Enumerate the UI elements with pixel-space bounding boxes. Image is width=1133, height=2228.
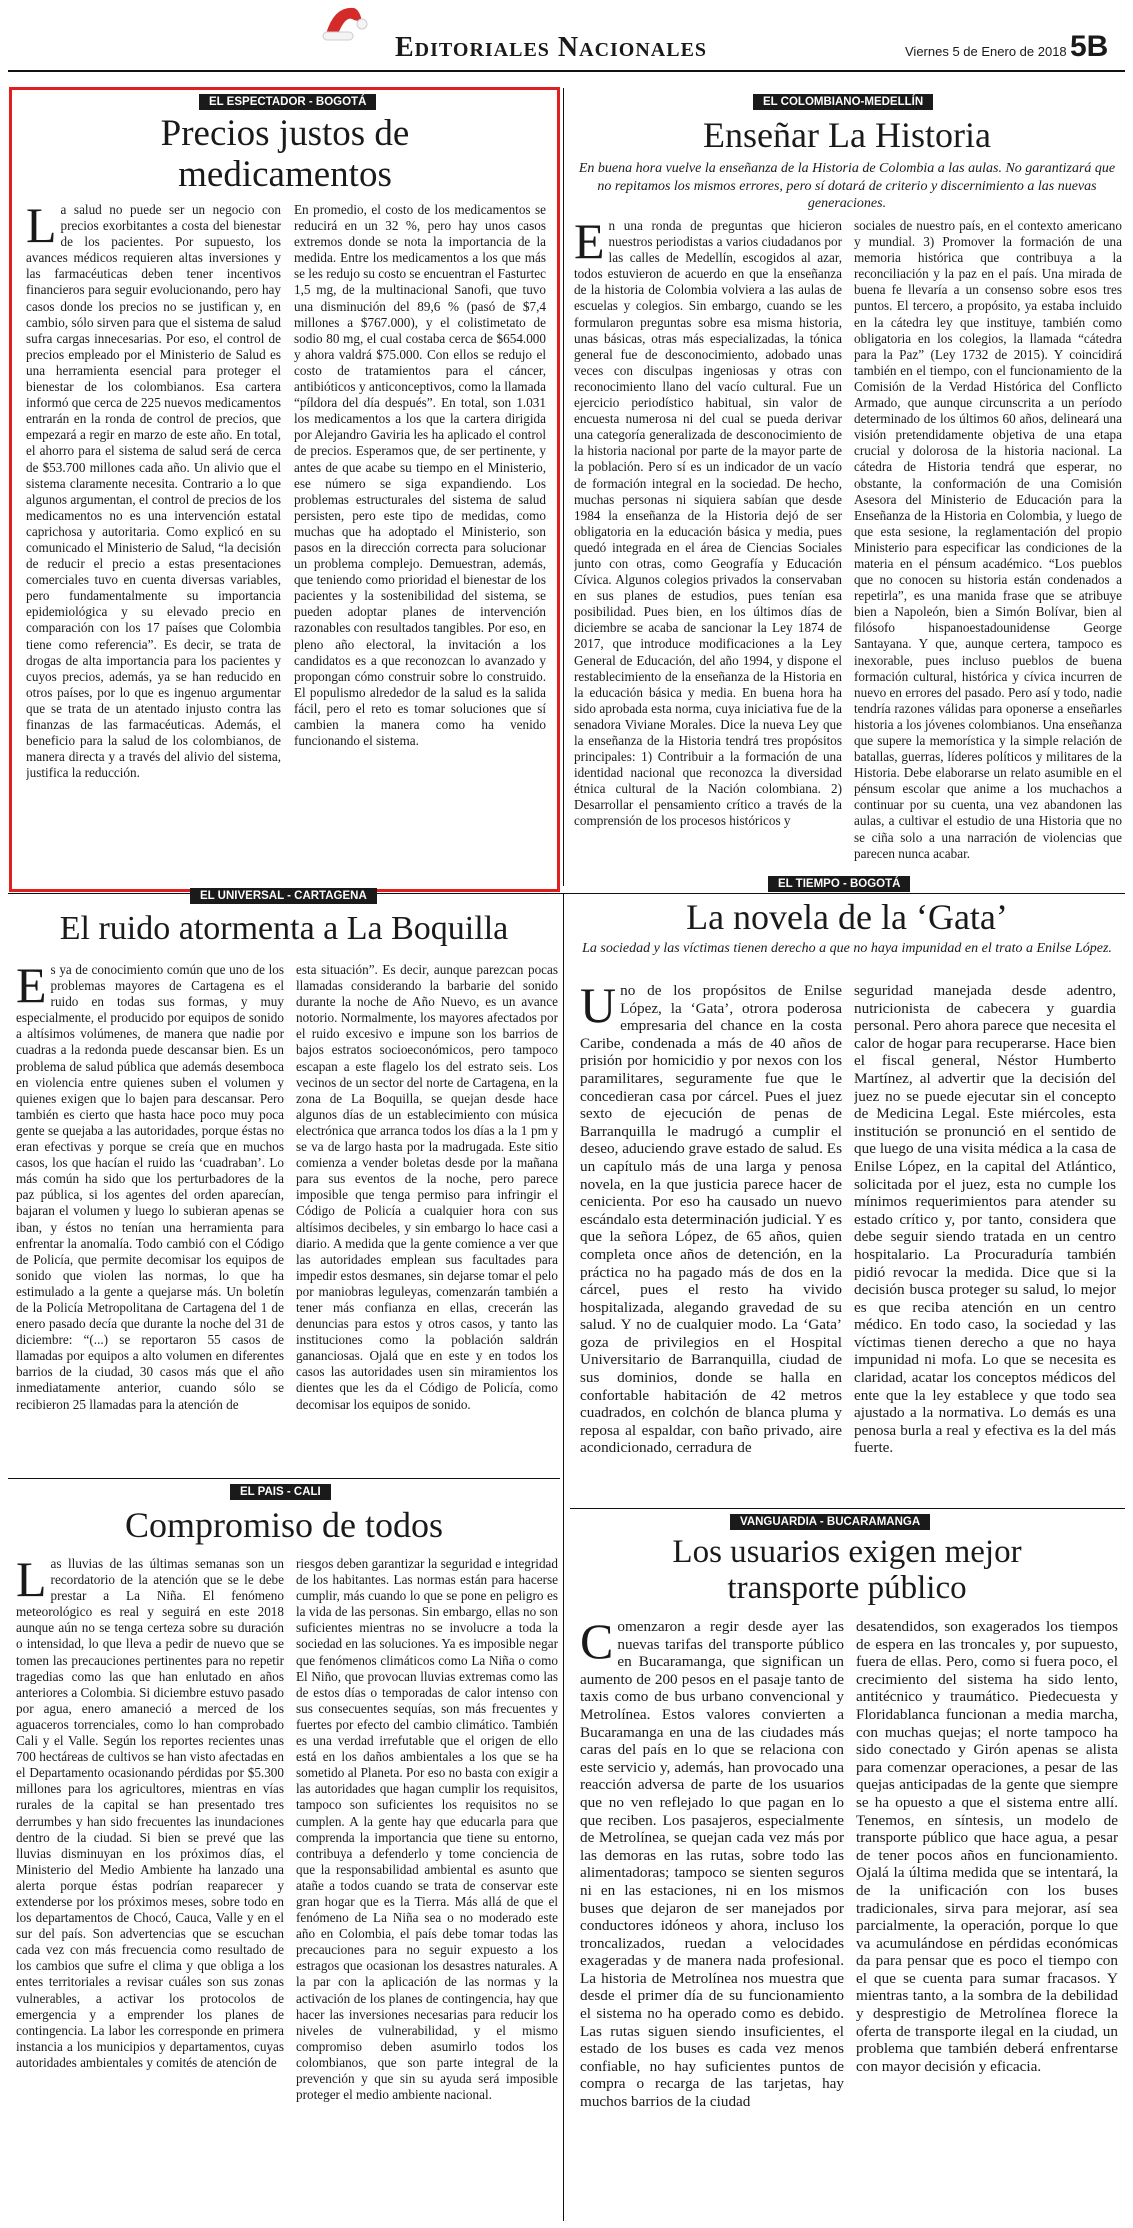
issue-date: Viernes 5 de Enero de 2018 xyxy=(905,44,1067,59)
article-column-1: Comenzaron a regir desde ayer las nuevas tarifas del transporte público en Bucaramanga, que significan un aumento de 200 pesos en el pasaje tanto de taxis como de bus urbano convencional y Metrolínea. Estos valores convierten a Bucaramanga en una de las ciudades más caras del país en lo que se relaciona con este servicio y, además, han provocado una reacción adversa de parte de los usuarios que no ven reflejado lo que pagan en lo que reciben. Los pasajeros, especialmente de Metrolínea, se quejan cada vez más por las demoras en las rutas, sobre todo las alimentadoras; tampoco se sienten seguros ni en las estaciones, ni en los mismos buses que dejaron de ser manejados por conductores idóneos y ahora, incluso los troncalizados, ruedan a velocidades exageradas y de manera nada profesional. La historia de Metrolínea nos muestra que desde el primer día de su funcionamiento el sistema no ha operado como es debido. Las rutas siguen siendo insuficientes, el estado de los buses es cada vez menos confiable, no hay suficientes puntos de compra o recarga de las tarjetas, hay muchos barrios de la ciudad xyxy=(580,1618,844,2111)
source-tag: EL ESPECTADOR - BOGOTÁ xyxy=(199,94,376,110)
article-tiempo xyxy=(570,870,1124,1500)
article-column-1: Es ya de conocimiento común que uno de los problemas mayores de Cartagena es el ruido en todas sus formas, y muy especialmente, el producido por equipos de sonido a altísimos volúmenes, de manera que nadie por cuadras a la redonda puede descansar bien. Es un problema de salud pública que además desemboca en violencia entre quienes suben el volumen y quienes exigen que lo bajen para descansar. Pero también es cierto que hasta hace poco muy poca gente se quejaba a las autoridades, porque éstas no eran efectivas y porque se creía que en muchos casos, los que hacían el ruido las ‘cuadraban’. Lo más común ha sido que los perturbadores de la paz pública, si los agentes del orden aparecían, bajaran el volumen y luego lo subieran apenas se iban, y éstos no tenían una herramienta para enfrentar la anomalía. Todo cambió con el Código de Policía, que permite decomisar los equipos de sonido que violen las normas, lo que ha estimulado a la gente a quejarse más. Un boletín de la Policía Metropolitana de Cartagena del 1 de enero pasado decía que durante la noche del 31 de diciembre: “(...) se reportaron 55 casos de llamadas por equipos a alto volumen en diferentes barrios de la ciudad, 30 casos más que el año inmediatamente anterior, cuando sólo se recibieron 25 llamadas para la atención de xyxy=(16,962,284,1412)
article-pais xyxy=(8,1478,560,2222)
header-rule xyxy=(8,70,1125,72)
article-title: El ruido atormenta a La Boquilla xyxy=(59,910,509,947)
article-column-1: En una ronda de preguntas que hicieron nuestros periodistas a varios ciudadanos por las calles de Medellín, escogidos al azar, todos estuvieron de acuerdo en que la enseñanza de la historia de Colombia volviera a las aulas de escuelas y colegios. Sin embargo, cuando se les formularon preguntas sobre esa misma historia, unas básicas, otras más especializadas, la tónica general fue de desconocimiento, adobado unas veces con disculpas ingeniosas y otras con reconocimiento llano del vacío cultural. Fue un ejercicio periodístico habitual, sin valor de encuesta numerosa ni del cual se pueda derivar una categoría generalizada de desconocimiento de la historia nacional por parte de la mayor parte de la población. Pero sí es un indicador de un vacío de formación integral en la sociedad. De hecho, muchas personas ni siquiera sabían que desde 1984 la enseñanza de la Historia dejó de ser obligatoria en la educación básica y media, pues quedó integrada en el área de Ciencias Sociales junto con otras, como Geografía y Educación Cívica. Algunos colegios privados la conservaban en sus planes de estudios, pues tenían esa posibilidad. Pues bien, en los últimos días de diciembre se acaba de sancionar la Ley 1874 de 2017, que introduce modificaciones a la Ley General de Educación, del año 1994, y dispone el restablecimiento de la enseñanza de la Historia en la educación básica y media. En buena hora ha sido aprobada esta norma, cuya iniciativa fue de la senadora Viviane Morales. Dice la nueva Ley que la enseñanza de la Historia tendrá tres propósitos principales: 1) Contribuir a la formación de una identidad nacional que reconozca la diversidad étnica cultural de la Nación colombiana. 2) Desarrollar el pensamiento crítico a través de la comprensión de los procesos históricos y xyxy=(574,218,842,829)
article-subtitle: La sociedad y las víctimas tienen derecho a que no haya impunidad en el trato a Enilse López. xyxy=(582,941,1112,956)
article-vanguardia xyxy=(570,1508,1124,2222)
article-column-2: En promedio, el costo de los medicamentos se reducirá en un 32 %, pero hay unos casos extremos donde se nota la importancia de la medida. Entre los medicamentos a los que más se les redujo su costo se encuentran el Fasturtec 1,5 mg, de la multinacional Sanofi, que tuvo una disminución del 89,6 % (pasó de $7,4 millones a $767.000), y el colistimetato de sodio 80 mg, el cual costaba cerca de $654.000 y ahora valdrá $75.000. Con ellos se redujo el costo de tratamientos para el cáncer, antibióticos y anticonceptivos, como la llamada “píldora del día después”. En total, son 1.031 los medicamentos a los que la cartera dirigida por Alejandro Gaviria les ha aplicado el control de precios. Esperamos que, de ser pertinente, y antes de que acabe su tiempo en el Ministerio, ese número se siga expandiendo. Los problemas estructurales del sistema de salud persisten, pero este tipo de medidas, como muchas que ha adoptado el Ministerio, son pasos en la dirección correcta para solucionar un problema complejo. Demuestran, además, que teniendo como prioridad el bienestar de los pacientes y la sostenibilidad del sistema, se pueden adoptar planes de intervención razonables con resultados tangibles. Por eso, en pleno año electoral, la invitación a los candidatos es a que reconozcan lo avanzado y propongan cómo construir sobre lo construido. El populismo alrededor de la salud es la salida fácil, pero el reto es tomar soluciones que sí cambien la manera como ha venido funcionando el sistema. xyxy=(294,202,546,749)
article-universal xyxy=(8,880,560,1478)
article-colombiano xyxy=(570,88,1124,886)
santa-hat-icon xyxy=(320,0,368,44)
column-divider xyxy=(563,88,564,886)
article-title: Los usuarios exigen mejor transporte público xyxy=(672,1534,1022,1607)
article-subtitle: En buena hora vuelve la enseñanza de la Historia de Colombia a las aulas. No garantizará que no repitamos los mismos errores, pero sí dotará de criterio y discernimiento a las nuevas generaciones. xyxy=(578,161,1116,211)
article-column-2: seguridad manejada desde adentro, nutricionista de cabecera y guardia personal. Pero ahora parece que necesita el calor de hogar para recuperarse. Hace bien el fiscal general, Néstor Humberto Martínez, al advertir que la decisión del juez no se puede ejecutar sin el concepto de Medicina Legal. Este miércoles, esta institución se pronunció en el sentido de que luego de una visita médica a la casa de Enilse López, en la capital del Atlántico, solicitada por el juez, esta no cumple los mínimos requerimientos para atender su estado crítico y, por tanto, considera que debe seguir siendo tratada en un centro hospitalario. La Procuraduría también pidió revocar la medida. Dice que si la decisión busca proteger su salud, lo mejor es que reciba atención en un centro médico. En todo caso, la sociedad y las víctimas tienen derecho a que no haya impunidad ni mofa. Lo que se necesita es claridad, acatar los conceptos médicos del ente que la ley establece y que todo sea ajustado a la normativa. Lo demás es una penosa burla a real y efectiva es la del más fuerte. xyxy=(854,982,1116,1457)
article-column-2: riesgos deben garantizar la seguridad e integridad de los habitantes. Las normas están para hacerse cumplir, más cuando lo que se pone en peligro es la vida de las personas. Sin embargo, ellas no son suficientes mientras no se involucre a toda la sociedad en las soluciones. Ya es imposible negar que fenómenos climáticos como La Niña o como El Niño, que provocan lluvias extremas como las de estos días o temporadas de calor intenso con sus consecuentes sequías, son más frecuentes y fuertes por efecto del cambio climático. También es una verdad irrefutable que el origen de ello está en los daños ambientales a los que se ha sometido al Planeta. Por eso no basta con exigir a las autoridades que hagan cumplir los requisitos, tampoco son suficientes los requisitos no se cumplen. A la gente hay que educarla para que comprenda la importancia que tiene su entorno, contribuya a defenderlo y tome conciencia de que la responsabilidad ambiental es asunto que atañe a todos cuando se trata de conservar este gran hogar que es la Tierra. Más allá de que el fenómeno de La Niña sea o no moderado este año en Colombia, el país debe tomar todas las precauciones para no seguir expuesto a los estragos que ocasionan los desastres naturales. A la par con la aplicación de las normas y la activación de los planes de contingencia, hay que hacer las inversiones necesarias para reducir los niveles de vulnerabilidad, y el mismo compromiso deben asumirlo todos los colombianos, que son parte integral de la prevención y que sin su ayuda será imposible proteger el medio ambiente nacional. xyxy=(296,1556,558,2103)
column-divider xyxy=(563,893,564,2221)
article-title: Compromiso de todos xyxy=(124,1505,443,1545)
source-tag: EL UNIVERSAL - CARTAGENA xyxy=(190,888,377,904)
article-column-2: desatendidos, son exagerados los tiempos de espera en las troncales y, por supuesto, fuera de ellas. Pero, como si fuera poco, el crecimiento del sistema ha sido lento, antitécnico y traumático. Piedecuesta y Floridablanca funcionan a media marcha, con muchas quejas; el norte tampoco ha sido conectado y Girón apenas se alista para comenzar operaciones, a pesar de las quejas anticipadas de la gente que siempre se ha opuesto a que el sistema entre allí. Tenemos, en síntesis, un modelo de transporte público que hace agua, a pesar de tener pocos años en funcionamiento. Ojalá la última medida que se intentará, la de la unificación con los buses tradicionales, sirva para mejorar, así sea parcialmente, la operación, porque lo que va acumulándose en pérdidas económicas da para pensar que es poco el tiempo con el que se cuenta para sumar fracasos. Y mientras tanto, a la sombra de la debilidad y desprestigio de Metrolínea florece la oferta de transporte ilegal en la ciudad, un problema que también deberá enfrentarse con mayor decisión y eficacia. xyxy=(856,1618,1118,2075)
page-number: 5B xyxy=(1070,30,1109,63)
section-title: Editoriales Nacionales xyxy=(395,32,708,63)
source-tag: VANGUARDIA - BUCARAMANGA xyxy=(730,1514,930,1530)
article-espectador xyxy=(14,90,556,886)
source-tag: EL COLOMBIANO-MEDELLÍN xyxy=(753,94,933,110)
article-title: La novela de la ‘Gata’ xyxy=(686,897,1008,937)
article-column-1: Las lluvias de las últimas semanas son un recordatorio de la atención que se le debe prestar a La Niña. El fenómeno meteorológico es real y seguirá en este 2018 aunque aún no se tenga certeza sobre su duración o intensidad, lo que lleva a pedir de nuevo que se tomen las precauciones pertinentes para no repetir tragedias como las que han enlutado en años anteriores a Colombia. Si diciembre estuvo pasado por agua, enero amaneció a merced de los aguaceros torrenciales, como lo han comprobado Cali y el Valle. Según los reportes recientes unas 700 hectáreas de cultivos se han visto afectadas en el Departamento ocasionando pérdidas por $5.300 millones para los agricultores, mientras en vías rurales de la capital se han presentado tres derrumbes y han sido frecuentes las inundaciones dentro de la ciudad. Si bien se prevé que las lluvias disminuyan en los próximos días, el Ministerio del Medio Ambiente ha lanzado una alerta porque éstas podrían reaparecer y extenderse por los próximos meses, sobre todo en los departamentos de Chocó, Cauca, Valle y en el sur del país. Son advertencias que se escuchan cada vez con más frecuencia como resultado de los cambios que sufre el clima y que obliga a los entes territoriales a revisar cuáles son sus zonas vulnerables, a activar los protocolos de emergencia y a emprender los planes de contingencia. La labor les corresponde en primera instancia a los municipios y departamentos, cuyas autoridades ambientales y comités de atención de xyxy=(16,1556,284,2070)
source-tag: EL TIEMPO - BOGOTÁ xyxy=(768,876,910,892)
article-title: Precios justos de medicamentos xyxy=(160,113,410,195)
article-title: Enseñar La Historia xyxy=(703,115,991,155)
article-column-2: sociales de nuestro país, en el contexto americano y mundial. 3) Promover la formación de una memoria histórica que contribuya a la reconciliación y la paz en el país. Una mirada de buena fe llevaría a un consenso sobre esos tres puntos. El tercero, a propósito, ya estaba incluido en la cátedra ley que instituye, también como obligatoria en los colegios, la llamada “cátedra para la Paz” (Ley 1732 de 2015). Y coincidirá también en el tiempo, con el funcionamiento de la Comisión de la Verdad Histórica del Conflicto Armado, que aunque circunscrita a un período determinado de los últimos 60 años, delineará una visión pretendidamente objetiva de una etapa crucial y dolorosa de la historia nacional. La cátedra de Historia tendrá que esperar, no obstante, la conformación de una Comisión Asesora del Ministerio de Educación para la Enseñanza de la Historia en Colombia, y luego de que esta sesione, la reglamentación del propio Ministerio para especificar las condiciones de la materia en el pénsum académico. “Los pueblos que no conocen su historia están condenados a repetirla”, es una manida frase que se atribuye bien a Napoleón, bien a Simón Bolívar, bien al filósofo hispanoestadounidense George Santayana. Y que, aunque certera, tampoco es inexorable, pues incluso pueblos de buena formación cultural, histórica y cívica incurren de nuevo en errores del pasado. Pero así y todo, nadie tendría razones válidas para oponerse a enseñarles historia a los jóvenes colombianos. Una enseñanza que supere la memorística y la simple relación de batallas, guerras, líderes políticos y militares de la Historia. Debe elaborarse un relato asumible en el pénsum escolar que anime a los muchachos a continuar por su cuenta, una vez abandonen las aulas, a cultivar el estudio de una Historia que no se ciña solo a una narración de violencias que parecen nunca acabar. xyxy=(854,218,1122,861)
article-column-1: La salud no puede ser un negocio con precios exorbitantes a costa del bienestar de los pacientes. Por supuesto, los avances médicos requieren altas inversiones y las farmacéuticas deben tener incentivos financieros para seguir evolucionando, pero hay casos donde los precios no se justifican y, en cambio, sólo sirven para que el sistema de salud sufra cargas innecesarias. Por eso, el control de precios empleado por el Ministerio de Salud es una herramienta esencial para proteger el bienestar de los colombianos. Esa cartera informó que cerca de 225 nuevos medicamentos entrarán en la ronda de control de precios, que empezará a regir en marzo de este año. En total, el ahorro para el sistema de salud será de cerca de $53.700 millones cada año. Un alivio que el sistema claramente necesita. Contrario a lo que algunos argumentan, el control de precios de los medicamentos no es una intervención estatal caprichosa y autoritaria. Como explicó en su comunicado el Ministerio de Salud, “la decisión de reducir el precio a estas presentaciones comerciales tuvo en cuenta diversas variables, pero fundamentalmente su importancia epidemiológica y su elevado precio en comparación con los 17 países que Colombia tiene como referencia”. Es decir, se trata de drogas de alta importancia para los pacientes y cuyos precios, además, ya se han reducido en otros países, por lo que es ingenuo argumentar que se trata de un atentado injusto contra las finanzas de las farmacéuticas. Además, el beneficio para la salud de los colombianos, de manera directa y a través del alivio del sistema, justifica la reducción. xyxy=(26,202,281,781)
source-tag: EL PAIS - CALI xyxy=(230,1484,331,1500)
article-column-1: Uno de los propósitos de Enilse López, la ‘Gata’, otrora poderosa empresaria del chance en la costa Caribe, condenada a más de 40 años de prisión por homicidio y por nexos con los paramilitares, seguramente fue que le concedieran casa por cárcel. Pues el juez sexto de ejecución de penas de Barranquilla le madrugó a cumplir el deseo, aduciendo grave estado de salud. Es un capítulo más de una larga y penosa novela, en la que justicia parece hacer de cenicienta. Por eso ha causado un nuevo escándalo esta determinación judicial. Y es que la señora López, de 65 años, quien completa once años de detención, en la práctica no ha pagado más de dos en la cárcel, pues el resto ha vivido hospitalizada, alegando gravedad de su salud. Y no de cualquier modo. La ‘Gata’ goza de privilegios en el Hospital Universitario de Barranquilla, ciudad de sus dominios, donde se halla en confortable habitación de 42 metros cuadrados, en colchón de blanca pluma y reposa al espaldar, con baño privado, aire acondicionado, cerradura de xyxy=(580,982,842,1457)
article-column-2: esta situación”. Es decir, aunque parezcan pocas llamadas considerando la barbarie del sonido durante la noche de Año Nuevo, es un avance notorio. Normalmente, los mayores afectados por el ruido excesivo e impune son los barrios de bajos estratos socioeconómicos, pero tampoco escapan a este flagelo los del estrato seis. Los vecinos de un sector del norte de Cartagena, en la zona de La Boquilla, se quejan desde hace algunos días de un establecimiento con música electrónica que arranca todos los días a la 1 pm y se va de largo hasta por la madrugada. Este sitio comienza a vender boletas desde por la mañana para sus eventos de la noche, pero parece imposible que tenga permiso para infringir el Código de Policía a cualquier hora con sus altísimos decibeles, y sin embargo lo hace casi a diario. A medida que la gente comience a ver que las autoridades emplean sus facultades para impedir estos desmanes, sin dejarse tomar el pelo por maniobras leguleyas, comenzarán también a tener más confianza en ellas, crecerán las denuncias para estos y otros casos, y tanto las instituciones como la población saldrán gananciosas. Ojalá que en este y en todos los casos las autoridades usen sin miramientos los dientes que les da el Código de Policía, como decomisar los equipos de sonido. xyxy=(296,962,558,1412)
